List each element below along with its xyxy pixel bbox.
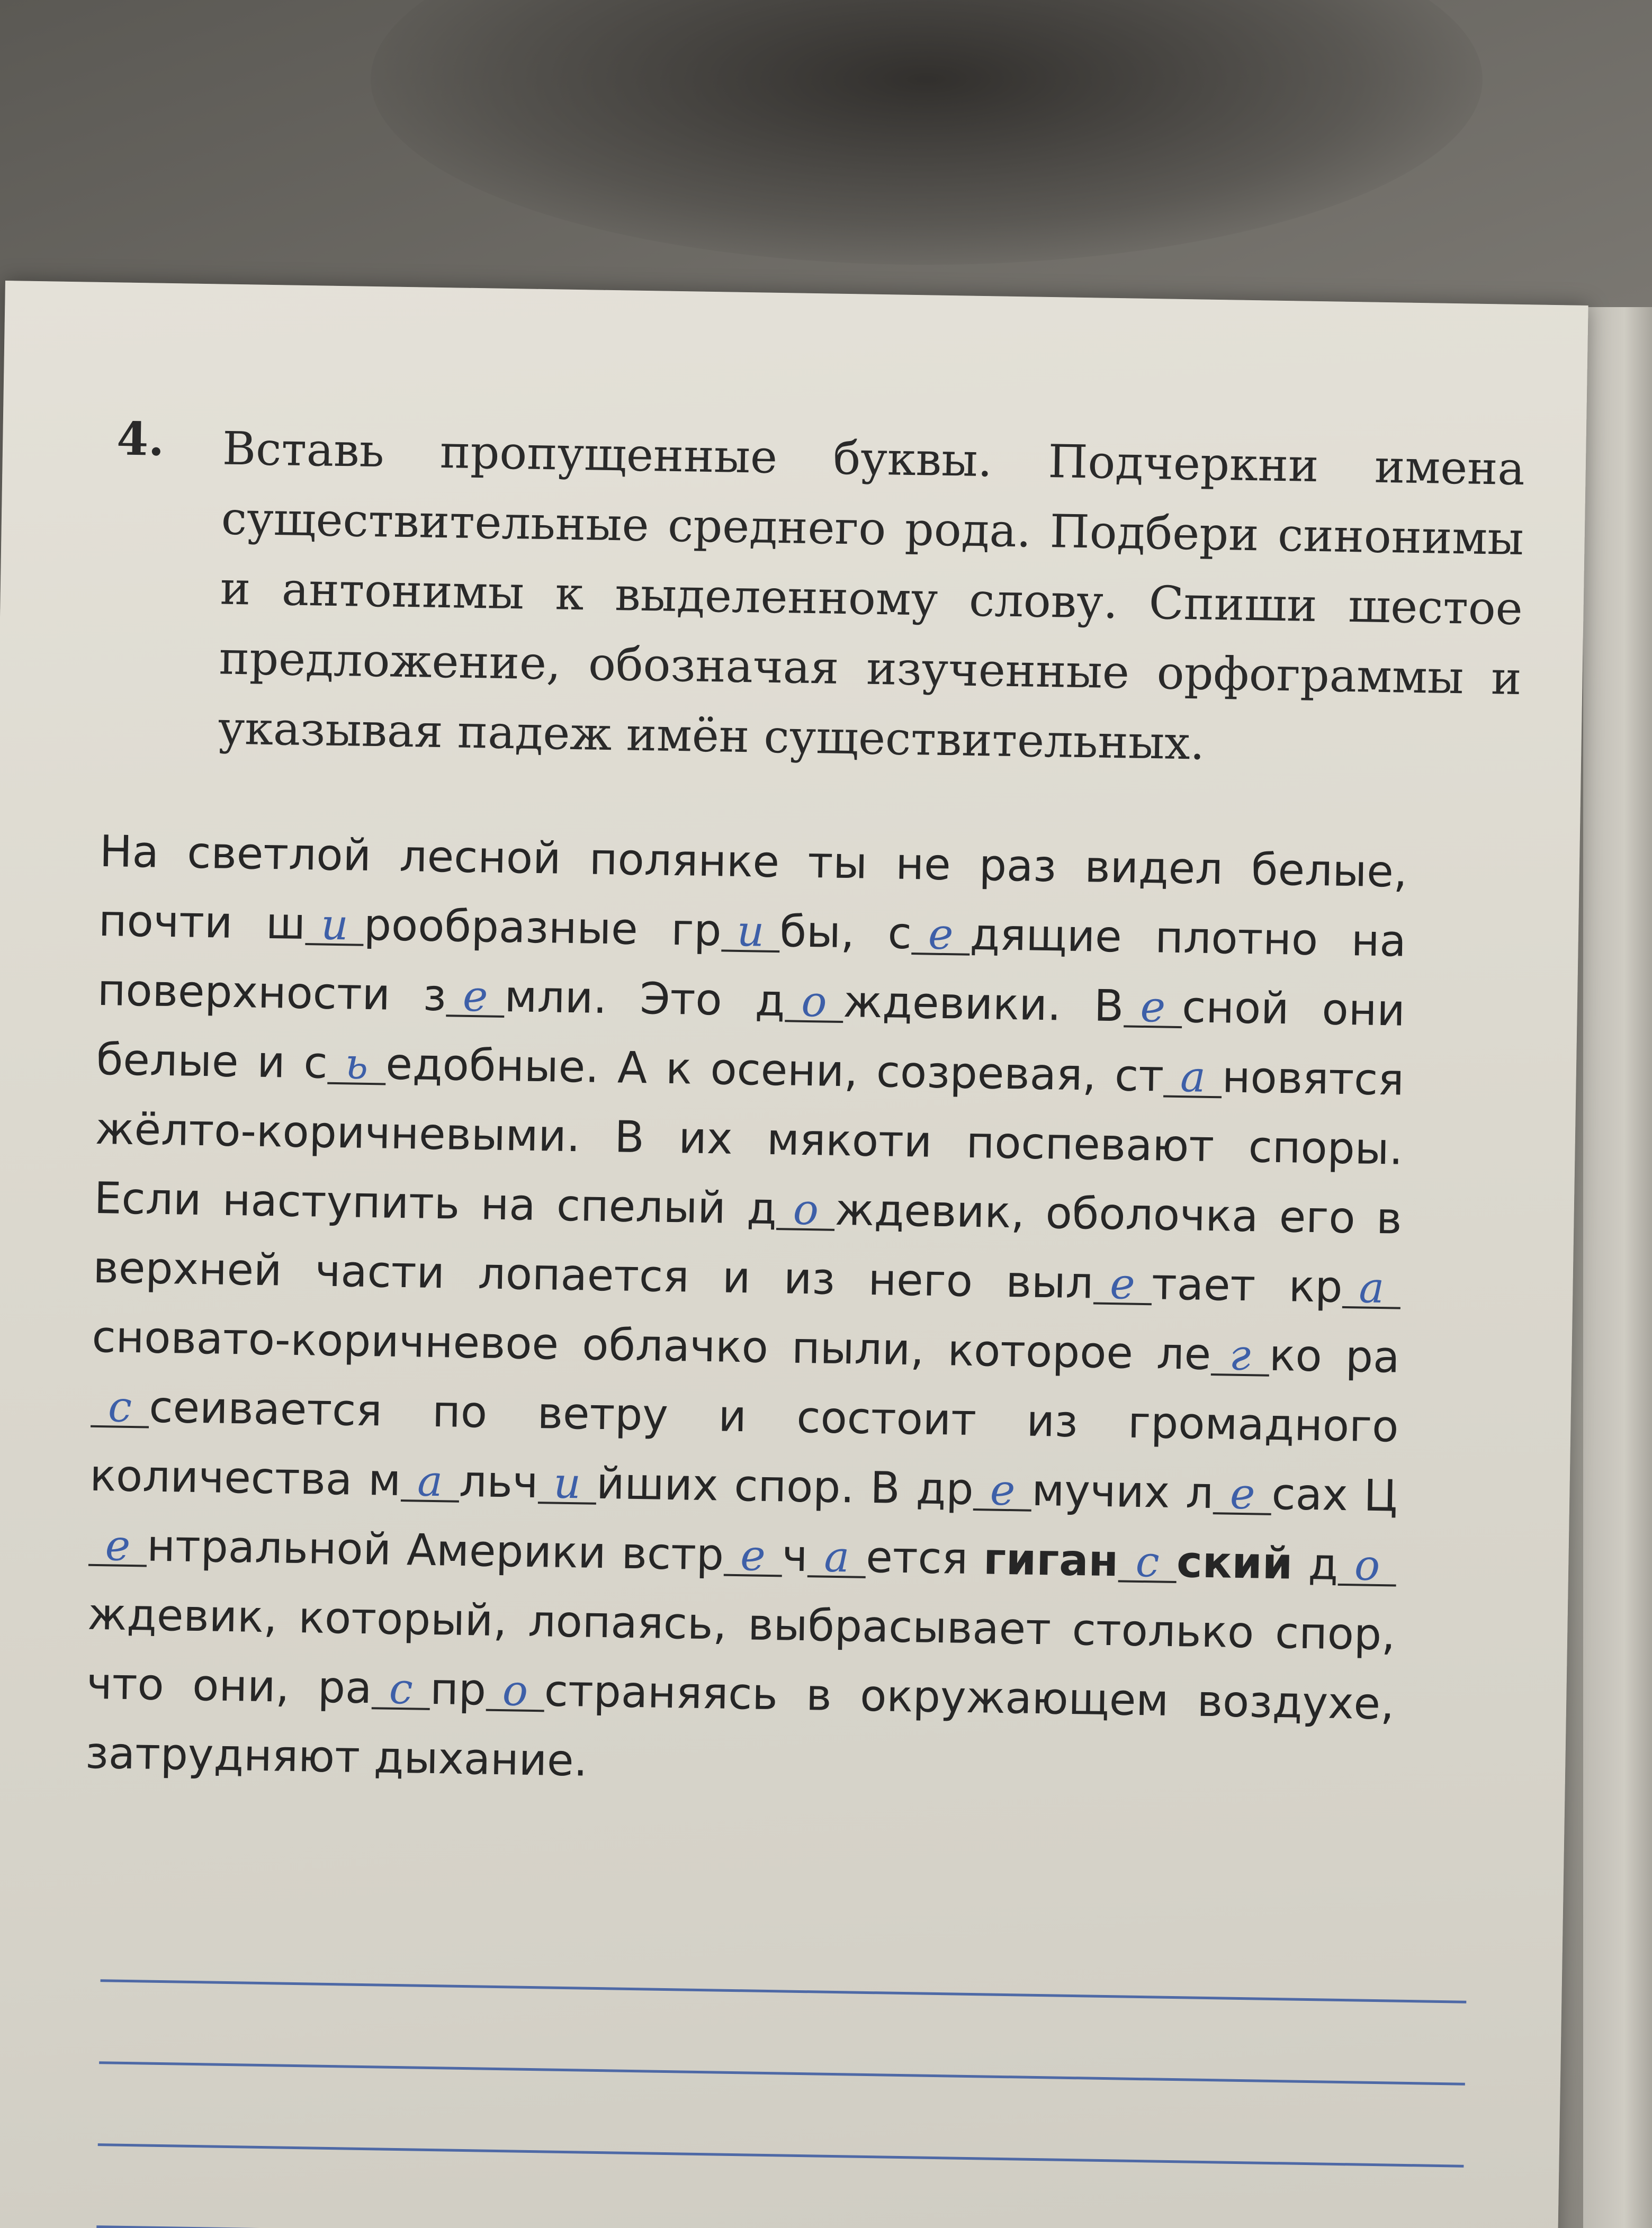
handwritten-letter: и (553, 1458, 581, 1508)
text-segment: На светлой лесной полянке ты не раз видел белые, почти ш (98, 826, 1408, 950)
missing-letter-blank[interactable] (721, 906, 780, 956)
text-segment: сновато-коричневое облачко пыли, которое ле (91, 1311, 1211, 1380)
missing-letter-blank[interactable] (911, 909, 970, 959)
writing-line[interactable] (99, 2061, 1465, 2086)
missing-letter-blank[interactable] (88, 1521, 147, 1570)
text-segment: йших спор. В др (596, 1458, 974, 1515)
text-segment: едобные. А к осени, созревая, ст (385, 1039, 1164, 1102)
writing-line[interactable] (98, 2143, 1464, 2168)
text-segment: тает кр (1151, 1259, 1343, 1313)
text-segment: новятся жёлто-коричневыми. В их мякоти поспевают споры. Если наступить на спелый д (94, 1052, 1405, 1235)
handwritten-letter: а (823, 1532, 850, 1582)
handwritten-letter: е (990, 1465, 1016, 1515)
exercise (116, 412, 1536, 770)
text-segment: сеивается по ветру и состоит из громадного количества м (89, 1382, 1399, 1506)
handwritten-letter: е (1109, 1259, 1136, 1309)
text-segment: ждевик, оболочка его в верхней части лопается и из него выл (92, 1184, 1403, 1309)
writing-lines (93, 1979, 1466, 2228)
exercise-number: 4. (116, 412, 165, 466)
handwritten-letter: с (389, 1664, 414, 1714)
missing-letter-blank[interactable] (1093, 1259, 1152, 1309)
writing-line[interactable] (101, 1979, 1467, 2004)
missing-letter-blank[interactable] (327, 1039, 386, 1089)
exercise-text (85, 817, 1408, 1809)
missing-letter-blank[interactable] (723, 1531, 782, 1580)
text-segment: нтральной Америки встр (146, 1521, 724, 1580)
missing-letter-blank[interactable] (1338, 1540, 1397, 1591)
text-segment: мли. Это д (504, 971, 786, 1027)
text-segment: ко ра (1269, 1330, 1400, 1383)
highlighted-word-part: ский (1176, 1537, 1294, 1589)
missing-letter-blank[interactable] (401, 1456, 460, 1506)
handwritten-letter: о (1354, 1540, 1381, 1591)
shadow (371, 0, 1483, 265)
handwritten-letter: о (801, 976, 828, 1027)
missing-letter-blank[interactable] (1124, 982, 1182, 1032)
highlighted-word-part: гиган (983, 1534, 1119, 1587)
text-segment: льч (459, 1456, 539, 1508)
handwritten-letter: и (320, 900, 349, 950)
missing-letter-blank[interactable] (486, 1666, 544, 1715)
handwritten-letter: е (462, 971, 489, 1021)
handwritten-letter: а (417, 1456, 443, 1506)
missing-letter-blank[interactable] (1210, 1330, 1269, 1380)
missing-letter-blank[interactable] (973, 1465, 1032, 1515)
handwritten-letter: е (740, 1531, 766, 1580)
handwritten-letter: о (502, 1666, 528, 1715)
missing-letter-blank[interactable] (785, 976, 843, 1027)
handwritten-letter: с (1135, 1537, 1160, 1587)
text-segment: д (1292, 1539, 1339, 1590)
missing-letter-blank[interactable] (1118, 1537, 1177, 1587)
text-segment: ч (782, 1531, 809, 1582)
text-segment: рообразные гр (363, 900, 722, 956)
handwritten-letter: а (1358, 1263, 1385, 1313)
text-segment: пр (429, 1664, 487, 1715)
missing-letter-blank[interactable] (372, 1664, 430, 1714)
missing-letter-blank[interactable] (446, 971, 505, 1021)
text-segment: страняясь в окружающем воздухе, затрудняют дыхание. (85, 1666, 1395, 1786)
handwritten-letter: е (1139, 982, 1166, 1032)
text-segment: бы, с (779, 906, 912, 959)
handwritten-letter: е (928, 909, 954, 959)
missing-letter-blank[interactable] (305, 900, 364, 950)
writing-line[interactable] (96, 2225, 1462, 2228)
exercise-instruction: Вставь пропущенные буквы. Подчеркни имена существительные среднего рода. Подбери синонимы и антонимы к выделенному слову. Спиши шестое предложение, обозначая изученные орфограммы и указывая падеж имён существительных. (217, 422, 1525, 770)
handwritten-letter: ь (345, 1039, 369, 1089)
handwritten-letter: е (1229, 1469, 1256, 1519)
missing-letter-blank[interactable] (776, 1184, 835, 1235)
text-segment: ждевик, который, лопаясь, выбрасывает столько спор, что они, ра (86, 1589, 1396, 1714)
handwritten-letter: а (1180, 1052, 1206, 1102)
text-segment: ждевики. В (842, 977, 1125, 1032)
text-segment: мучих л (1031, 1465, 1214, 1519)
missing-letter-blank[interactable] (91, 1382, 149, 1432)
missing-letter-blank[interactable] (1342, 1263, 1401, 1313)
text-segment: ется (865, 1532, 984, 1585)
missing-letter-blank[interactable] (1213, 1469, 1272, 1519)
missing-letter-blank[interactable] (807, 1532, 866, 1582)
text-segment: дящие плотно на поверхности з (97, 909, 1407, 1021)
handwritten-letter: е (105, 1521, 131, 1570)
text-segment: сах Ц (1271, 1469, 1398, 1522)
handwritten-letter: с (107, 1382, 132, 1432)
handwritten-letter: и (737, 906, 765, 956)
missing-letter-blank[interactable] (538, 1458, 597, 1508)
missing-letter-blank[interactable] (1163, 1052, 1222, 1102)
handwritten-letter: о (793, 1184, 819, 1235)
handwritten-letter: г (1229, 1330, 1252, 1380)
workbook-page (0, 281, 1588, 2228)
text-segment: сной они белые и с (96, 982, 1406, 1089)
book-page-edge (1583, 307, 1652, 2228)
